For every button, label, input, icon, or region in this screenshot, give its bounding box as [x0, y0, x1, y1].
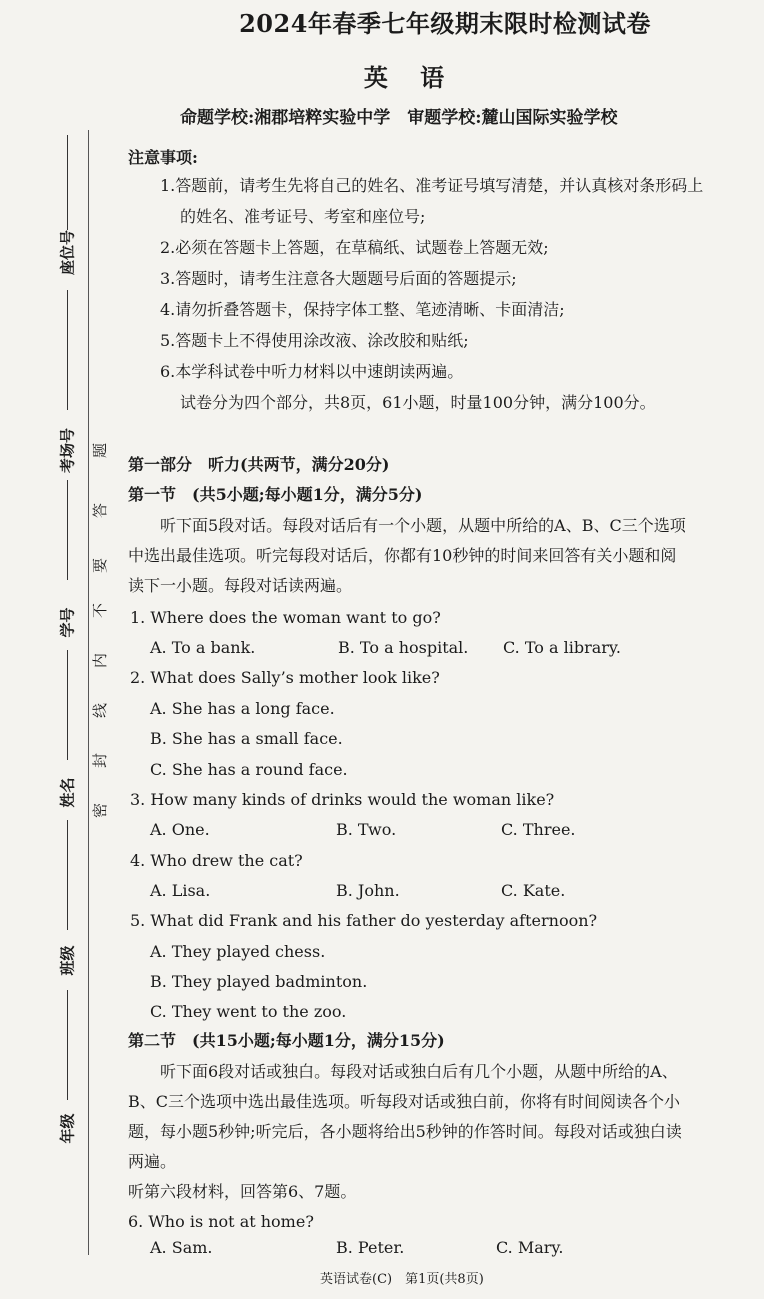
question-3: 3. How many kinds of drinks would the woman like? — [130, 790, 555, 809]
name-label: 姓名 — [58, 777, 77, 808]
name-line — [67, 650, 68, 760]
section2-instruction: B、C三个选项中选出最佳选项。听每段对话或独白前，你将有时间阅读各个小 — [128, 1092, 681, 1111]
notice-heading: 注意事项: — [128, 148, 198, 167]
option-a: A. She has a long face. — [150, 699, 335, 718]
notice-item: 试卷分为四个部分，共8页，61小题，时量100分钟，满分100分。 — [180, 393, 656, 412]
section1-instruction: 听下面5段对话。每段对话后有一个小题，从题中所给的A、B、C三个选项 — [160, 516, 686, 535]
notice-item: 3.答题时，请考生注意各大题题号后面的答题提示; — [160, 269, 517, 288]
option-c: C. They went to the zoo. — [150, 1002, 347, 1021]
seal-char: 密 — [91, 802, 110, 819]
class-label: 班级 — [58, 945, 77, 976]
exam-room-label: 考场号 — [58, 428, 77, 474]
section2-instruction: 听下面6段对话或独白。每段对话或独白后有几个小题，从题中所给的A、 — [160, 1062, 678, 1081]
class-line — [67, 820, 68, 930]
option-b: B. They played badminton. — [150, 972, 368, 991]
question-5: 5. What did Frank and his father do yesterday afternoon? — [130, 911, 598, 930]
seal-char: 内 — [91, 652, 110, 669]
notice-item: 5.答题卡上不得使用涂改液、涂改胶和贴纸; — [160, 331, 469, 350]
notice-item: 6.本学科试卷中听力材料以中速朗读两遍。 — [160, 362, 464, 381]
option-c: C. Kate. — [501, 881, 566, 900]
option-a: A. One. — [150, 820, 210, 839]
option-b: B. She has a small face. — [150, 729, 343, 748]
option-a: A. They played chess. — [150, 942, 326, 961]
exam-room-line — [67, 290, 68, 410]
seal-line — [88, 130, 89, 1255]
option-a: A. Sam. — [150, 1238, 213, 1257]
question-4: 4. Who drew the cat? — [130, 851, 303, 870]
listen-instruction: 听第六段材料，回答第6、7题。 — [128, 1182, 357, 1201]
option-a: A. To a bank. — [150, 638, 256, 657]
option-b: B. To a hospital. — [338, 638, 469, 657]
section1-instruction: 读下一小题。每段对话读两遍。 — [128, 576, 353, 595]
page-footer: 英语试卷(C) 第1页(共8页) — [320, 1272, 484, 1287]
option-c: C. To a library. — [503, 638, 621, 657]
seat-number-label: 座位号 — [58, 230, 77, 276]
student-number-label: 学号 — [58, 607, 77, 638]
seal-char: 要 — [91, 557, 110, 574]
question-1: 1. Where does the woman want to go? — [130, 608, 441, 627]
question-2: 2. What does Sally’s mother look like? — [130, 668, 440, 687]
school-info: 命题学校:湘郡培粹实验中学 审题学校:麓山国际实验学校 — [180, 108, 618, 128]
seal-char: 不 — [91, 602, 110, 619]
notice-item: 的姓名、准考证号、考室和座位号; — [180, 207, 426, 226]
seal-char: 封 — [91, 752, 110, 769]
question-6: 6. Who is not at home? — [128, 1212, 314, 1231]
option-b: B. Peter. — [336, 1238, 405, 1257]
seal-char: 题 — [91, 442, 110, 459]
part1-heading: 第一部分 听力(共两节，满分20分) — [128, 455, 390, 474]
option-c: C. Three. — [501, 820, 576, 839]
seal-char: 答 — [91, 502, 110, 519]
option-c: C. She has a round face. — [150, 760, 348, 779]
seal-char: 线 — [91, 702, 110, 719]
notice-item: 1.答题前，请考生先将自己的姓名、准考证号填写清楚，并认真核对条形码上 — [160, 176, 704, 195]
option-b: B. John. — [336, 881, 400, 900]
section2-heading: 第二节 (共15小题;每小题1分，满分15分) — [128, 1031, 445, 1050]
section2-instruction: 题，每小题5秒钟;听完后，各小题将给出5秒钟的作答时间。每段对话或独白读 — [128, 1122, 682, 1141]
exam-title: 2024年春季七年级期末限时检测试卷 — [239, 9, 651, 38]
grade-line — [67, 990, 68, 1100]
notice-item: 2.必须在答题卡上答题，在草稿纸、试题卷上答题无效; — [160, 238, 549, 257]
section2-instruction: 两遍。 — [128, 1152, 177, 1171]
section1-heading: 第一节 (共5小题;每小题1分，满分5分) — [128, 485, 423, 504]
section1-instruction: 中选出最佳选项。听完每段对话后，你都有10秒钟的时间来回答有关小题和阅 — [128, 546, 677, 565]
option-c: C. Mary. — [496, 1238, 564, 1257]
option-a: A. Lisa. — [150, 881, 211, 900]
subject-title: 英 语 — [363, 63, 457, 92]
student-number-line — [67, 480, 68, 580]
seat-number-line — [67, 135, 68, 230]
option-b: B. Two. — [336, 820, 397, 839]
grade-label: 年级 — [58, 1113, 77, 1144]
notice-item: 4.请勿折叠答题卡，保持字体工整、笔迹清晰、卡面清洁; — [160, 300, 565, 319]
